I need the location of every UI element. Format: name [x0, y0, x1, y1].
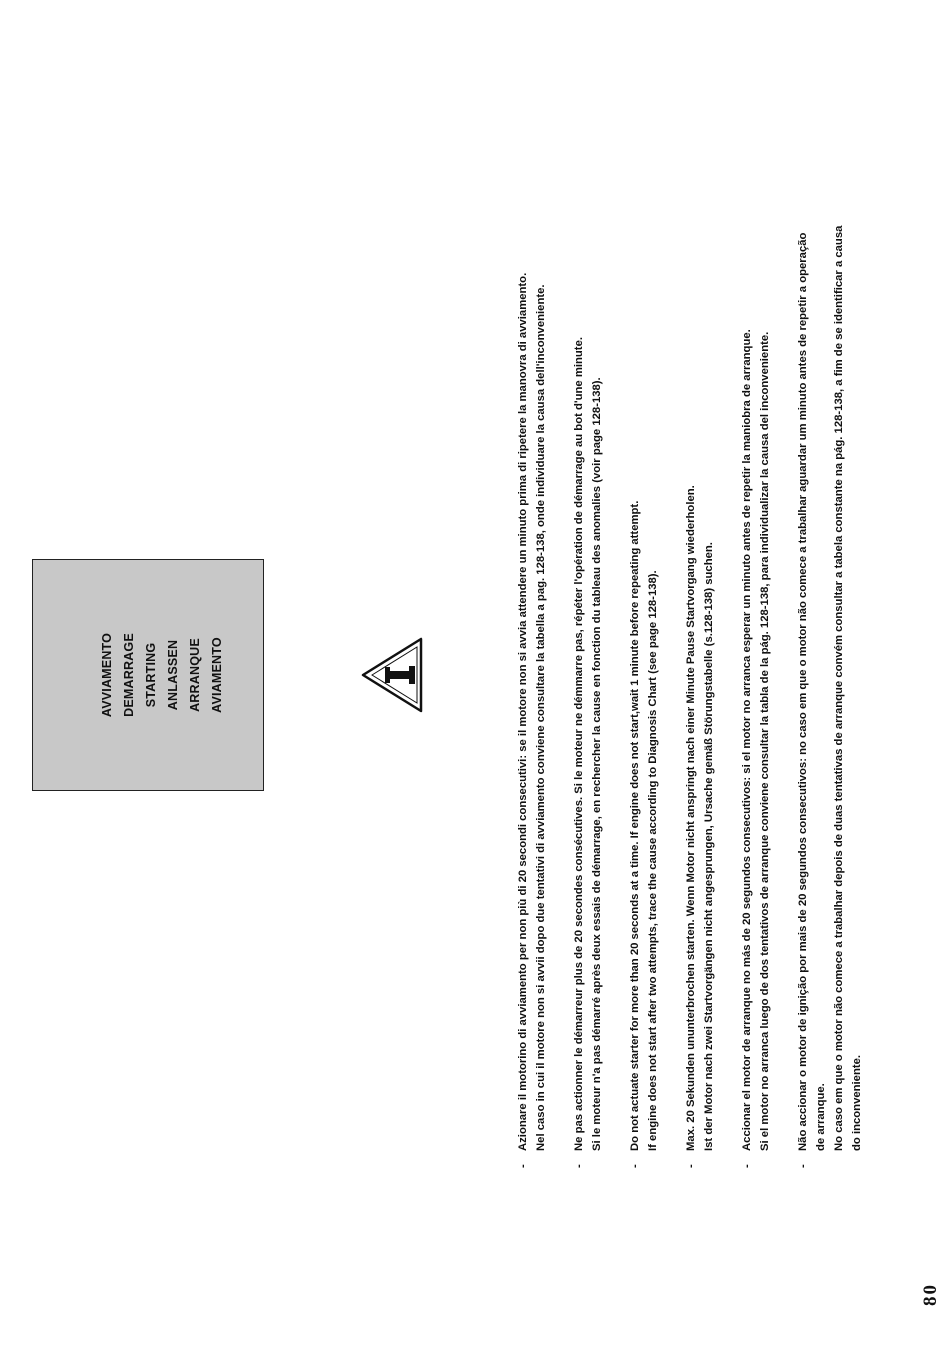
note-line: Ne pas actionner le démarreur plus de 20 secondes consécutives. Si le moteur ne démmarre pas, répéter l'opération de démarrage au bot d'une minute. [573, 337, 585, 1151]
title-spanish: ARRANQUE [188, 638, 202, 712]
note-line: de arranque. [815, 1083, 827, 1151]
note-line: do inconveniente. [851, 1054, 863, 1151]
title-italian: AVVIAMENTO [100, 632, 114, 718]
note-english [626, 16, 662, 1168]
title-portuguese: AVIAMENTO [210, 637, 224, 713]
bullet-dash: - [517, 1164, 529, 1168]
bullet-dash: - [797, 1164, 809, 1168]
note-line: No caso em que o motor não comece a trabalhar depois de duas tentativas de arranque convém consultar a tabela constante na pág. 128-138, a fim de se identificar a causa [833, 225, 845, 1151]
section-title-box [32, 559, 264, 791]
note-portuguese [794, 16, 866, 1168]
note-german [682, 16, 718, 1168]
title-german: ANLASSEN [166, 639, 180, 711]
note-line: Max. 20 Sekunden ununterbrochen starten. Wenn Motor nicht anspringt nach einer Minute Pause Startvorgang wiederholen. [685, 485, 697, 1151]
bullet-dash: - [741, 1164, 753, 1168]
note-line: Nel caso in cui il motore non si avvii dopo due tentativi di avviamento conviene consultare la tabella a pag. 128-138, onde individuare la causa dell'inconveniente. [535, 284, 547, 1151]
title-french: DEMARRAGE [122, 633, 136, 717]
note-line: Do not actuate starter for more than 20 seconds at a time. If engine does not start,wait 1 minute before repeating attempt. [629, 500, 641, 1151]
bullet-dash: - [629, 1164, 641, 1168]
note-spanish [738, 16, 774, 1168]
note-italian [514, 16, 550, 1168]
title-english: STARTING [144, 642, 158, 708]
warning-info-triangle-icon [360, 636, 424, 714]
note-line: Si el motor no arranca luego de dos tentativos de arranque conviene consultar la tabla de la pág. 128-138, para individualizar la causa del inconveniente. [759, 331, 771, 1151]
note-line: Si le moteur n'a pas démarré après deux essais de démarrage, en rechercher la cause en fonction du tableau des anomalies (voir page 128-138). [591, 377, 603, 1151]
note-line: If engine does not start after two attempts, trace the cause according to Diagnosis Chart (see page 128-138). [647, 570, 659, 1151]
bullet-dash: - [573, 1164, 585, 1168]
note-line: Não accionar o motor de ignição por mais de 20 segundos consecutivos: no caso em que o motor não comece a trabalhar aguardar um minuto antes de repetir a operação [797, 232, 809, 1151]
starting-instructions-list [514, 16, 886, 1168]
bullet-dash: - [685, 1164, 697, 1168]
note-line: Accionar el motor de arranque no más de 20 segundos consecutivos: si el motor no arranca esperar un minuto antes de repetir la maniobra de arranque. [741, 329, 753, 1151]
note-line: Azionare il motorino di avviamento per non più di 20 secondi consecutivi: se il motore non si avvia attendere un minuto prima di ripetere la manovra di avviamento. [517, 272, 529, 1151]
note-line: Ist der Motor nach zwei Startvorgängen nicht angesprungen, Ursache gemäß Störungstabelle (s.128-138) suchen. [703, 542, 715, 1151]
note-french [570, 16, 606, 1168]
page-number: 80 [920, 1283, 941, 1306]
